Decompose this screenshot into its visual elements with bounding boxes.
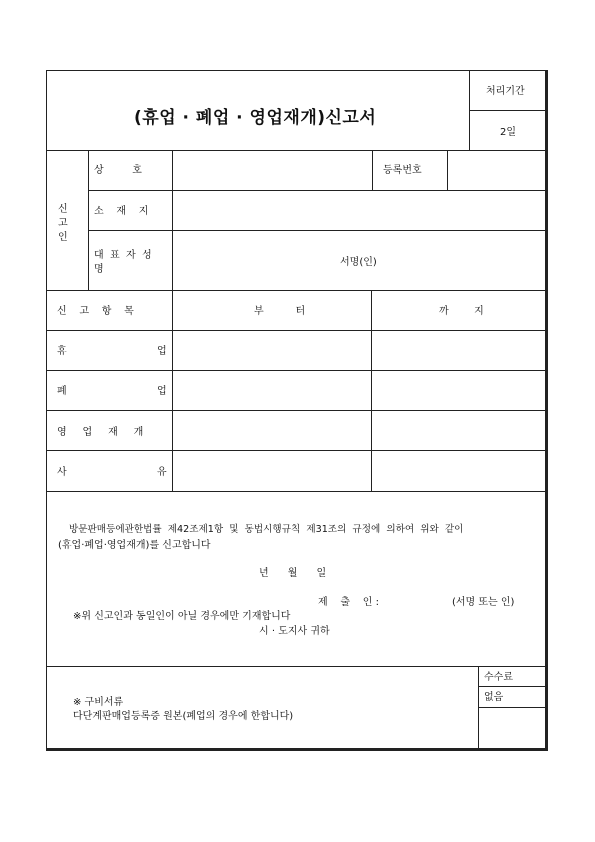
rule: [47, 450, 545, 451]
row-label-reason: 사: [57, 467, 67, 478]
reg-no-label: 등록번호: [383, 165, 422, 176]
rule: [88, 230, 545, 231]
processing-period-value: 2일: [500, 127, 517, 138]
required-docs-item: 다단계판매업등록증 원본(폐업의 경우에 한합니다): [73, 711, 294, 722]
rule: [372, 150, 373, 190]
declaration-line1: 방문판매등에관한법률 제42조제1항 및 동법시행규칙 제31조의 규정에 의하여 위와 같이: [69, 524, 464, 535]
rule: [469, 110, 545, 111]
form-title: (휴업 · 폐업 · 영업재개)신고서: [134, 108, 377, 128]
to-header: 까 지: [439, 306, 484, 317]
rule: [478, 666, 479, 750]
rule: [47, 370, 545, 371]
fee-label: 수수료: [484, 672, 513, 683]
address-label: 소 재 지: [94, 206, 149, 217]
sign-or-seal-label: (서명 또는 인): [452, 597, 515, 608]
row-label-suspend: 휴: [57, 346, 67, 357]
processing-period-label: 처리기간: [486, 86, 525, 97]
rule: [478, 686, 545, 687]
rule: [172, 150, 173, 491]
rule: [88, 150, 89, 290]
from-header: 부 터: [254, 306, 306, 317]
fee-value: 없음: [484, 692, 504, 703]
trade-name-label: 상 호: [94, 165, 142, 176]
rule: [47, 491, 545, 492]
date-line: 년 월 일: [259, 568, 327, 579]
rep-name-label: 대 표 자 성: [94, 250, 152, 261]
rep-name-label-cont: 명: [94, 264, 104, 275]
row-label-reason-end: 유: [157, 467, 167, 478]
row-label-resume: 영 업 재 개: [57, 427, 144, 438]
applicant-group-label: 신 고 인: [58, 204, 68, 243]
rule: [47, 330, 545, 331]
signature-label: 서명(인): [340, 257, 377, 268]
rule: [47, 150, 545, 151]
note-text: ※위 신고인과 동일인이 아닐 경우에만 기재합니다: [73, 611, 291, 622]
rule: [447, 150, 448, 190]
rule: [371, 290, 372, 491]
submitter-label: 제 출 인 :: [318, 597, 379, 608]
rule: [47, 410, 545, 411]
rule: [47, 666, 545, 667]
rule: [469, 71, 470, 150]
row-label-close-end: 업: [157, 386, 167, 397]
row-label-close: 폐: [57, 386, 67, 397]
rule: [478, 707, 545, 708]
recipient-text: 시 · 도지사 귀하: [259, 626, 330, 637]
declaration-line2: (휴업·폐업·영업재개)를 신고합니다: [58, 540, 211, 551]
report-items-header: 신 고 항 목: [57, 306, 134, 317]
required-docs-title: ※ 구비서류: [73, 697, 124, 708]
rule: [88, 190, 545, 191]
rule: [47, 290, 545, 291]
row-label-suspend-end: 업: [157, 346, 167, 357]
